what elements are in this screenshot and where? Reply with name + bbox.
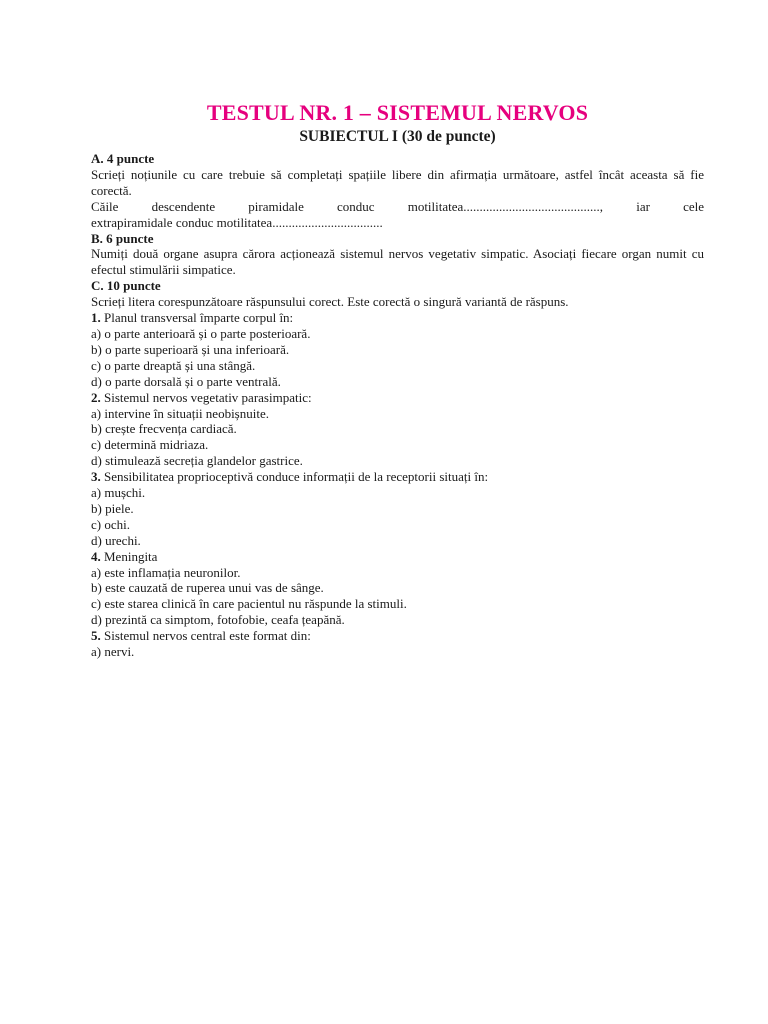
answer-option: d) stimulează secreția glandelor gastrice. bbox=[91, 453, 303, 469]
answer-option: a) nervi. bbox=[91, 644, 135, 660]
question-3 bbox=[91, 469, 704, 485]
section-a-statement-line1: Căile descendente piramidale conduc motilitatea.........................................., iar cele bbox=[91, 198, 704, 214]
question-number: 2. bbox=[91, 389, 101, 405]
question-1 bbox=[91, 310, 704, 326]
answer-option: d) urechi. bbox=[91, 532, 141, 548]
section-subtitle: SUBIECTUL I (30 de puncte) bbox=[299, 128, 496, 145]
answer-option: a) este inflamația neuronilor. bbox=[91, 564, 241, 580]
answer-option: a) intervine în situații neobișnuite. bbox=[91, 405, 269, 421]
section-c-instruction: Scrieți litera corespunzătoare răspunsului corect. Este corectă o singură variantă de răspuns. bbox=[91, 294, 569, 310]
question-5 bbox=[91, 628, 704, 644]
question-text: Sistemul nervos central este format din: bbox=[100, 628, 311, 644]
question-text: Sensibilitatea proprioceptivă conduce informații de la receptorii situați în: bbox=[100, 469, 489, 485]
question-text: Planul transversal împarte corpul în: bbox=[100, 310, 294, 326]
answer-option: b) crește frecvența cardiacă. bbox=[91, 421, 237, 437]
section-b-instruction: Numiți două organe asupra cărora acționează sistemul nervos vegetativ simpatic. Asociați fiecare organ numit cu efectul stimulării simpatice. bbox=[91, 246, 704, 278]
question-2 bbox=[91, 390, 704, 406]
answer-option: d) o parte dorsală și o parte ventrală. bbox=[91, 373, 281, 389]
answer-option: b) este cauzată de ruperea unui vas de sânge. bbox=[91, 580, 324, 596]
section-a-statement-line2: extrapiramidale conduc motilitatea.................................. bbox=[91, 214, 383, 230]
question-number: 3. bbox=[91, 469, 101, 485]
question-number: 4. bbox=[91, 548, 101, 564]
answer-option: c) este starea clinică în care pacientul nu răspunde la stimuli. bbox=[91, 596, 407, 612]
answer-option: c) o parte dreaptă și una stângă. bbox=[91, 357, 256, 373]
section-a-heading: A. 4 puncte bbox=[91, 151, 155, 166]
answer-option: a) mușchi. bbox=[91, 485, 146, 501]
answer-option: d) prezintă ca simptom, fotofobie, ceafa țeapănă. bbox=[91, 612, 345, 628]
question-text: Meningita bbox=[100, 548, 158, 564]
question-number: 1. bbox=[91, 310, 101, 326]
answer-option: b) o parte superioară și una inferioară. bbox=[91, 341, 290, 357]
page-title: TESTUL NR. 1 – SISTEMUL NERVOS bbox=[206, 100, 589, 125]
answer-option: b) piele. bbox=[91, 500, 134, 516]
question-number: 5. bbox=[91, 628, 101, 644]
answer-option: c) determină midriaza. bbox=[91, 437, 209, 453]
answer-option: c) ochi. bbox=[91, 516, 130, 532]
question-4 bbox=[91, 549, 704, 565]
section-c-heading: C. 10 puncte bbox=[91, 278, 161, 294]
test-content bbox=[91, 151, 704, 660]
question-text: Sistemul nervos vegetativ parasimpatic: bbox=[100, 389, 312, 405]
section-a-instruction: Scrieți noțiunile cu care trebuie să completați spațiile libere din afirmația următoare, astfel încât aceasta să fie corectă. bbox=[91, 166, 704, 198]
answer-option: a) o parte anterioară și o parte posterioară. bbox=[91, 325, 311, 341]
section-b-heading: B. 6 puncte bbox=[91, 230, 154, 246]
